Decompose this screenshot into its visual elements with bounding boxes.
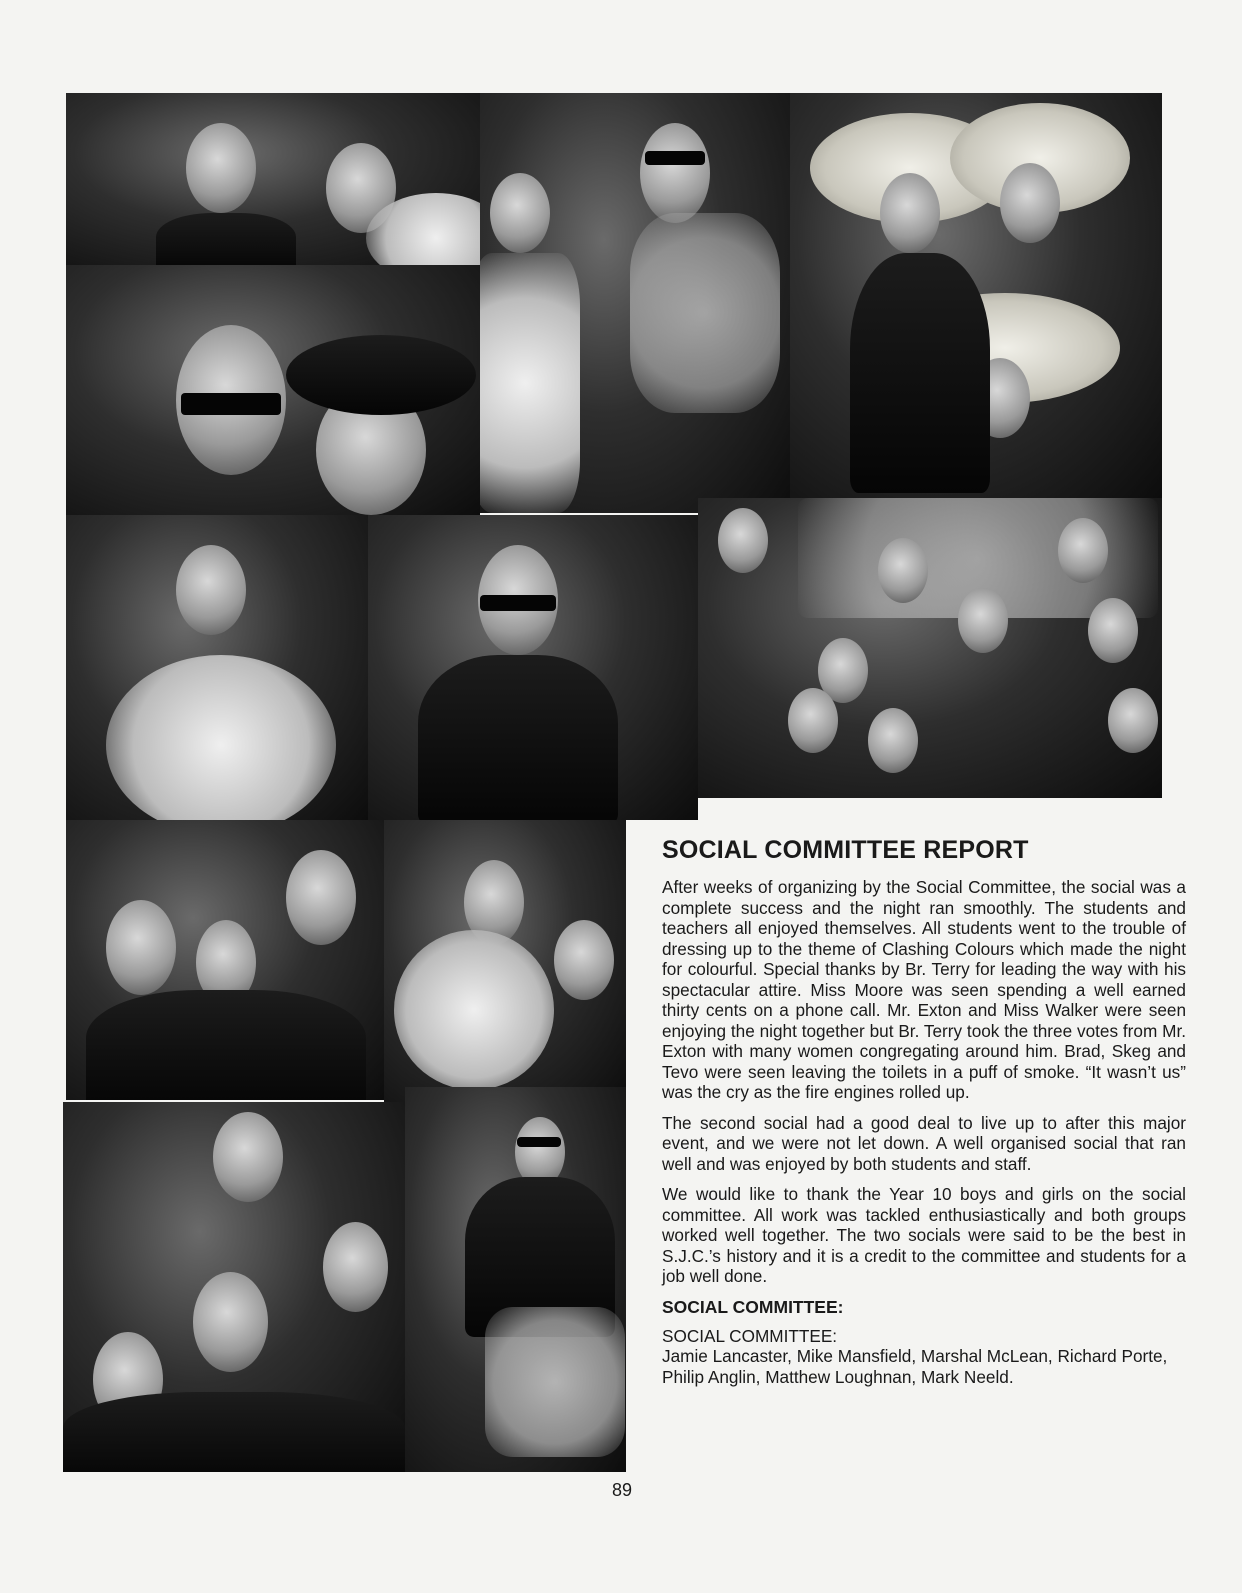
committee-members: Jamie Lancaster, Mike Mansfield, Marshal McLean, Richard Porte, Philip Anglin, Matthew Loughnan, Mark Neeld. <box>662 1346 1168 1387</box>
page-number: 89 <box>612 1480 633 1500</box>
photo-boy-blazer-shorts <box>405 1087 626 1472</box>
photo-doll-costume <box>66 515 368 820</box>
photo-boys-acdc-shirts <box>66 820 384 1100</box>
committee-members-block <box>662 1326 1186 1388</box>
report-title: SOCIAL COMMITTEE REPORT <box>662 836 1029 864</box>
report-paragraph-1: After weeks of organizing by the Social Committee, the social was a complete success and the night ran smoothly. The students and teachers all enjoyed themselves. All students went to the trouble of dressing up to the theme of Clashing Colours which made the night for colourful. Special thanks by Br. Terry for leading the way with his spectacular attire. Miss Moore was seen spending a well earned thirty cents on a phone call. Mr. Exton and Miss Walker were seen enjoying the night together but Br. Terry took the three votes from Mr. Exton with many women congregating around him. Brad, Skeg and Tevo were seen leaving the toilets in a puff of smoke. “It wasn’t us” was the cry as the fire engines rolled up. <box>662 877 1186 1102</box>
report-paragraph-2: The second social had a good deal to live up to after this major event, and we were not let down. A well organised social that ran well and was enjoyed by both students and staff. <box>662 1112 1186 1174</box>
report-paragraph-3: We would like to thank the Year 10 boys and girls on the social committee. All work was tackled enthusiastically and both groups worked well together. The two socials were said to be the best in S.J.C.’s history and it is a credit to the committee and students for a job well done. <box>662 1184 1186 1286</box>
photo-boys-white-jacket <box>384 820 626 1102</box>
photo-boys-group-scarves <box>63 1102 405 1472</box>
photo-teacher-and-woman-sunglasses <box>480 93 790 513</box>
photo-two-boys-top-left <box>66 93 480 265</box>
photo-crowd-cheering <box>698 498 1162 798</box>
social-committee-report <box>662 836 1186 1387</box>
committee-label: SOCIAL COMMITTEE: <box>662 1325 838 1346</box>
committee-heading: SOCIAL COMMITTEE: <box>662 1296 844 1317</box>
photo-boy-cap-sunglasses <box>368 515 698 820</box>
photo-boys-sombreros <box>790 93 1162 498</box>
photo-boys-sunglasses-beret <box>66 265 480 515</box>
